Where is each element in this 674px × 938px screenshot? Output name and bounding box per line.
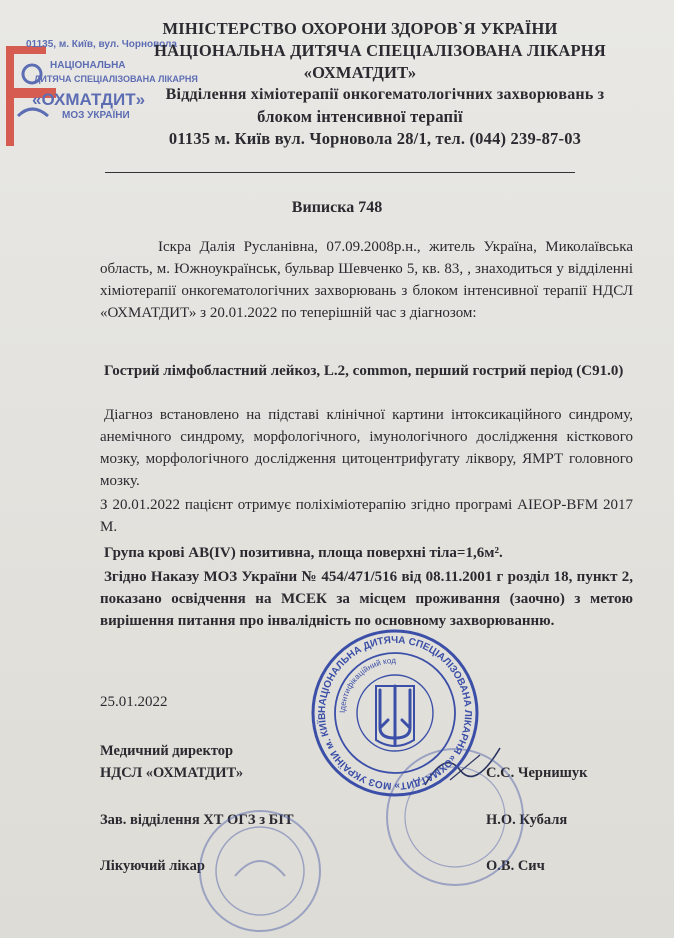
director-name: С.С. Чернишук bbox=[486, 765, 588, 781]
corner-stamp-line4: «ОХМАТДИТ» bbox=[32, 90, 146, 109]
document-date: 25.01.2022 bbox=[100, 694, 168, 710]
diagnosis-basis: Діагноз встановлено на підставі клінічної картини інтоксикаційного синдрому, анемічного синдрому, морфологічного, імунологічного дослідження кісткового мозку, морфологічного дослідження цитоцентрифугату ліквору, ЯМРТ головного мозку. bbox=[100, 407, 633, 489]
hospital-address: 01135 м. Київ вул. Чорновола 28/1, тел. (044) 239-87-03 bbox=[168, 129, 582, 148]
blood-group: Група крові АВ(IV) позитивна, площа поверхні тіла=1,6м². bbox=[104, 545, 503, 561]
department-line1: Відділення хіміотерапії онкогематологічних захворювань з bbox=[165, 86, 605, 103]
corner-stamp-line5: МОЗ УКРАЇНИ bbox=[62, 110, 130, 121]
therapy-info: З 20.01.2022 пацієнт отримує поліхіміотерапію згідно програмі AIEOP-BFM 2017 М. bbox=[100, 497, 633, 535]
director-title-2: НДСЛ «ОХМАТДИТ» bbox=[100, 765, 244, 781]
head-title: Зав. відділення ХТ ОГЗ з БІТ bbox=[100, 812, 294, 828]
header-divider bbox=[105, 172, 575, 173]
director-title-1: Медичний директор bbox=[100, 743, 234, 759]
document-title: Виписка 748 bbox=[291, 199, 383, 216]
corner-stamp-line3: ДИТЯЧА СПЕЦІАЛІЗОВАНА ЛІКАРНЯ bbox=[34, 74, 198, 84]
corner-stamp-line1: 01135, м. Київ, вул. Чорновола bbox=[26, 39, 177, 50]
patient-intro: Іскра Далія Русланівна, 07.09.2008р.н., житель Україна, Миколаївська область, м. Южноукраїнськ, бульвар Шевченко 5, кв. 83, , знаходиться у відділенні хіміотерапії онкогематологічних захворювань з блоком інтенсивної терапії НДСЛ «ОХМАТДИТ» з 20.01.2022 по теперішній час з діагнозом: bbox=[100, 239, 633, 321]
department-line2: блоком інтенсивної терапії bbox=[257, 107, 463, 126]
head-name: Н.О. Кубаля bbox=[486, 812, 568, 828]
hospital-seal-icon bbox=[310, 628, 480, 798]
seal-inner-text: Ідентифікаційний код bbox=[337, 655, 397, 714]
letterhead bbox=[100, 18, 620, 150]
diagnosis: Гострий лімфобластний лейкоз, L.2, common, перший гострий період (C91.0) bbox=[104, 363, 624, 379]
ministry-name: МІНІСТЕРСТВО ОХОРОНИ ЗДОРОВ`Я УКРАЇНИ bbox=[162, 19, 558, 38]
msek-order: Згідно Наказу МОЗ України № 454/471/516 від 08.11.2001 г розділ 18, пункт 2, показано освідчення на МСЕК за місцем проживання (заочно) з метою вирішення питання про інвалідність по основному захворюванню. bbox=[100, 569, 633, 629]
doctor-stamp-icon bbox=[195, 806, 325, 936]
doctor-title: Лікуючий лікар bbox=[100, 858, 205, 874]
doctor-name: О.В. Сич bbox=[486, 858, 545, 874]
hospital-name: НАЦІОНАЛЬНА ДИТЯЧА СПЕЦІАЛІЗОВАНА ЛІКАРНЯ bbox=[154, 41, 606, 60]
seal-outer-text: НАЦІОНАЛЬНА ДИТЯЧА СПЕЦІАЛІЗОВАНА ЛІКАРНЯ «ОХМАТДИТ» МОЗ УКРАЇНИ м. КИЇВ bbox=[316, 634, 474, 792]
corner-stamp-line2: НАЦІОНАЛЬНА bbox=[50, 60, 126, 71]
hospital-short-name: «ОХМАТДИТ» bbox=[303, 63, 417, 82]
